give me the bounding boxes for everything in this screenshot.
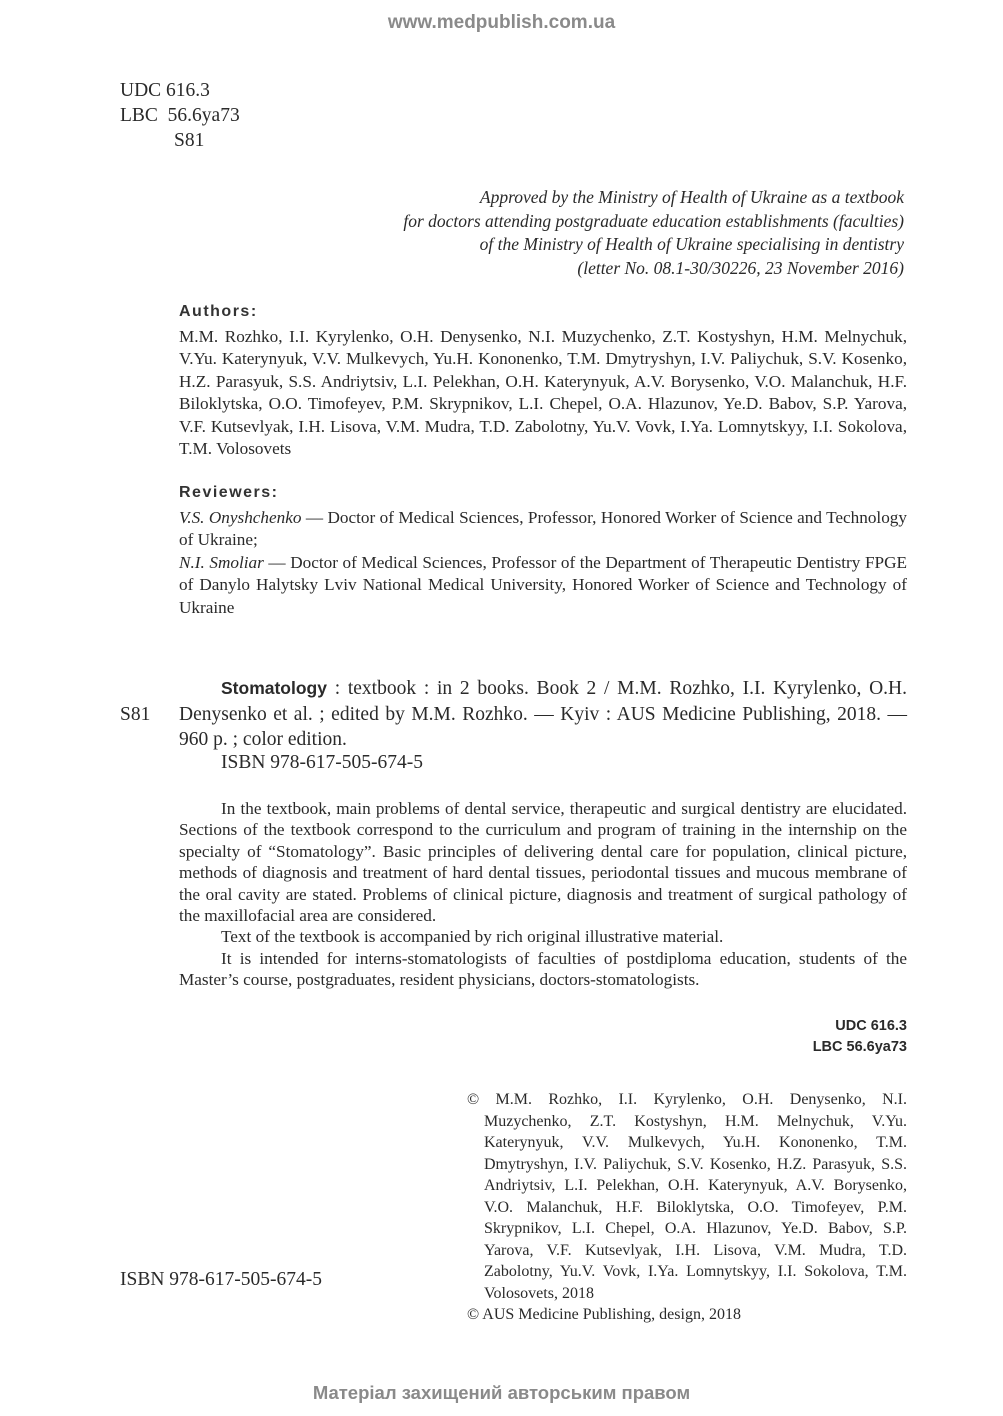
abstract-paragraph: It is intended for interns-stomatologists of faculties of postdiploma education, students of the Master’s course, postgraduates, resident physicians, doctors-stomatologists. [179, 948, 907, 990]
lbc-code: LBC 56.6ya73 [120, 105, 240, 126]
reviewer-description: — Doctor of Medical Sciences, Professor, Honored Worker of Science and Technology of Ukraine; [179, 507, 907, 549]
bibliographic-text: : textbook : in 2 books. Book 2 / M.M. Rozhko, I.I. Kyrylenko, O.H. Denysenko et al. ; edited by M.M. Rozhko. — Kyiv : AUS Medicine Publishing, 2018. — 960 p. ; color edition. [179, 678, 907, 750]
reviewer-description: — Doctor of Medical Sciences, Professor of the Department of Therapeutic Dentistry FPGE of Danylo Halytsky Lviv National Medical University, Honored Worker of Science and Technology of Ukraine [179, 552, 907, 617]
author-sign-code: S81 [174, 130, 205, 151]
reviewer-name: N.I. Smoliar [179, 552, 264, 572]
bibliographic-description [179, 676, 907, 753]
copyright-authors: © M.M. Rozhko, I.I. Kyrylenko, O.H. Denysenko, N.I. Muzychenko, Z.T. Kostyshyn, H.M. Melnychuk, V.Yu. Katerynyuk, V.V. Mulkevych, Yu.H. Kononenko, T.M. Dmytryshyn, I.V. Paliychuk, S.V. Kosenko, H.Z. Parasyuk, S.S. Andriytsiv, L.I. Pelekhan, O.H. Katerynyuk, A.V. Borysenko, V.O. Malanchuk, H.F. Biloklytska, O.O. Timofeyev, P.M. Skrypnikov, L.I. Chepel, O.A. Hlazunov, Ye.D. Babov, S.P. Yarova, V.F. Kutsevlyak, I.H. Lisova, V.M. Mudra, T.D. Zabolotny, Yu.V. Vovk, I.Ya. Lomnytskyy, I.I. Sokolova, T.M. Volosovets, 2018 [467, 1091, 907, 1302]
copyright-watermark: Матеріал захищений авторським правом [312, 1382, 691, 1403]
udc-code: UDC 616.3 [120, 80, 210, 101]
udc-code-right: UDC 616.3 [835, 1018, 907, 1034]
book-title: Stomatology [221, 678, 327, 698]
copyright-publisher: © AUS Medicine Publishing, design, 2018 [467, 1306, 741, 1323]
bibliographic-code: S81 [120, 704, 151, 725]
authors-heading: Authors: [179, 303, 258, 320]
abstract-paragraph: Text of the textbook is accompanied by rich original illustrative material. [221, 927, 724, 947]
reviewer-entry [179, 507, 907, 552]
authors-list: M.M. Rozhko, I.I. Kyrylenko, O.H. Denysenko, N.I. Muzychenko, Z.T. Kostyshyn, H.M. Melnychuk, V.Yu. Katerynyuk, V.V. Mulkevych, Yu.H. Kononenko, T.M. Dmytryshyn, I.V. Paliychuk, S.V. Kosenko, H.Z. Parasyuk, S.S. Andriytsiv, L.I. Pelekhan, O.H. Katerynyuk, A.V. Borysenko, V.O. Malanchuk, H.F. Biloklytska, O.O. Timofeyev, P.M. Skrypnikov, L.I. Chepel, O.A. Hlazunov, Ye.D. Babov, S.P. Yarova, V.F. Kutsevlyak, I.H. Lisova, V.M. Mudra, T.D. Zabolotny, Yu.V. Vovk, I.Ya. Lomnytskyy, I.I. Sokolova, T.M. Volosovets [179, 326, 907, 458]
classification-codes [120, 78, 240, 153]
reviewers-section [179, 482, 907, 619]
isbn-inline: ISBN 978-617-505-674-5 [221, 752, 424, 773]
abstract [179, 798, 907, 991]
approval-line: Approved by the Ministry of Health of Ukraine as a textbook [479, 187, 904, 207]
approval-line: of the Ministry of Health of Ukraine specialising in dentistry [479, 234, 904, 254]
header-url: www.medpublish.com.ua [387, 12, 616, 33]
lbc-code-right: LBC 56.6ya73 [812, 1039, 907, 1055]
authors-section [179, 301, 907, 461]
classification-codes-right [600, 1016, 907, 1058]
reviewers-heading: Reviewers: [179, 484, 279, 501]
copyright-block [467, 1089, 907, 1326]
abstract-paragraph: In the textbook, main problems of dental service, therapeutic and surgical dentistry are elucidated. Sections of the textbook correspond to the curriculum and program of training in the internship on the specialty of “Stomatology”. Basic principles of delivering dental care for population, clinical picture, methods of diagnosis and treatment of hard dental tissues, periodontal tissues and mucous membrane of the oral cavity are stated. Problems of clinical picture, diagnosis and treatment of surgical pathology of the maxillofacial area are considered. [179, 799, 907, 926]
reviewer-entry [179, 552, 907, 620]
isbn-bottom: ISBN 978-617-505-674-5 [120, 1269, 323, 1290]
approval-line: for doctors attending postgraduate education establishments (faculties) [403, 210, 904, 231]
approval-line: (letter No. 08.1-30/30226, 23 November 2016) [577, 257, 904, 278]
reviewer-name: V.S. Onyshchenko [179, 507, 302, 527]
approval-statement [120, 186, 904, 280]
